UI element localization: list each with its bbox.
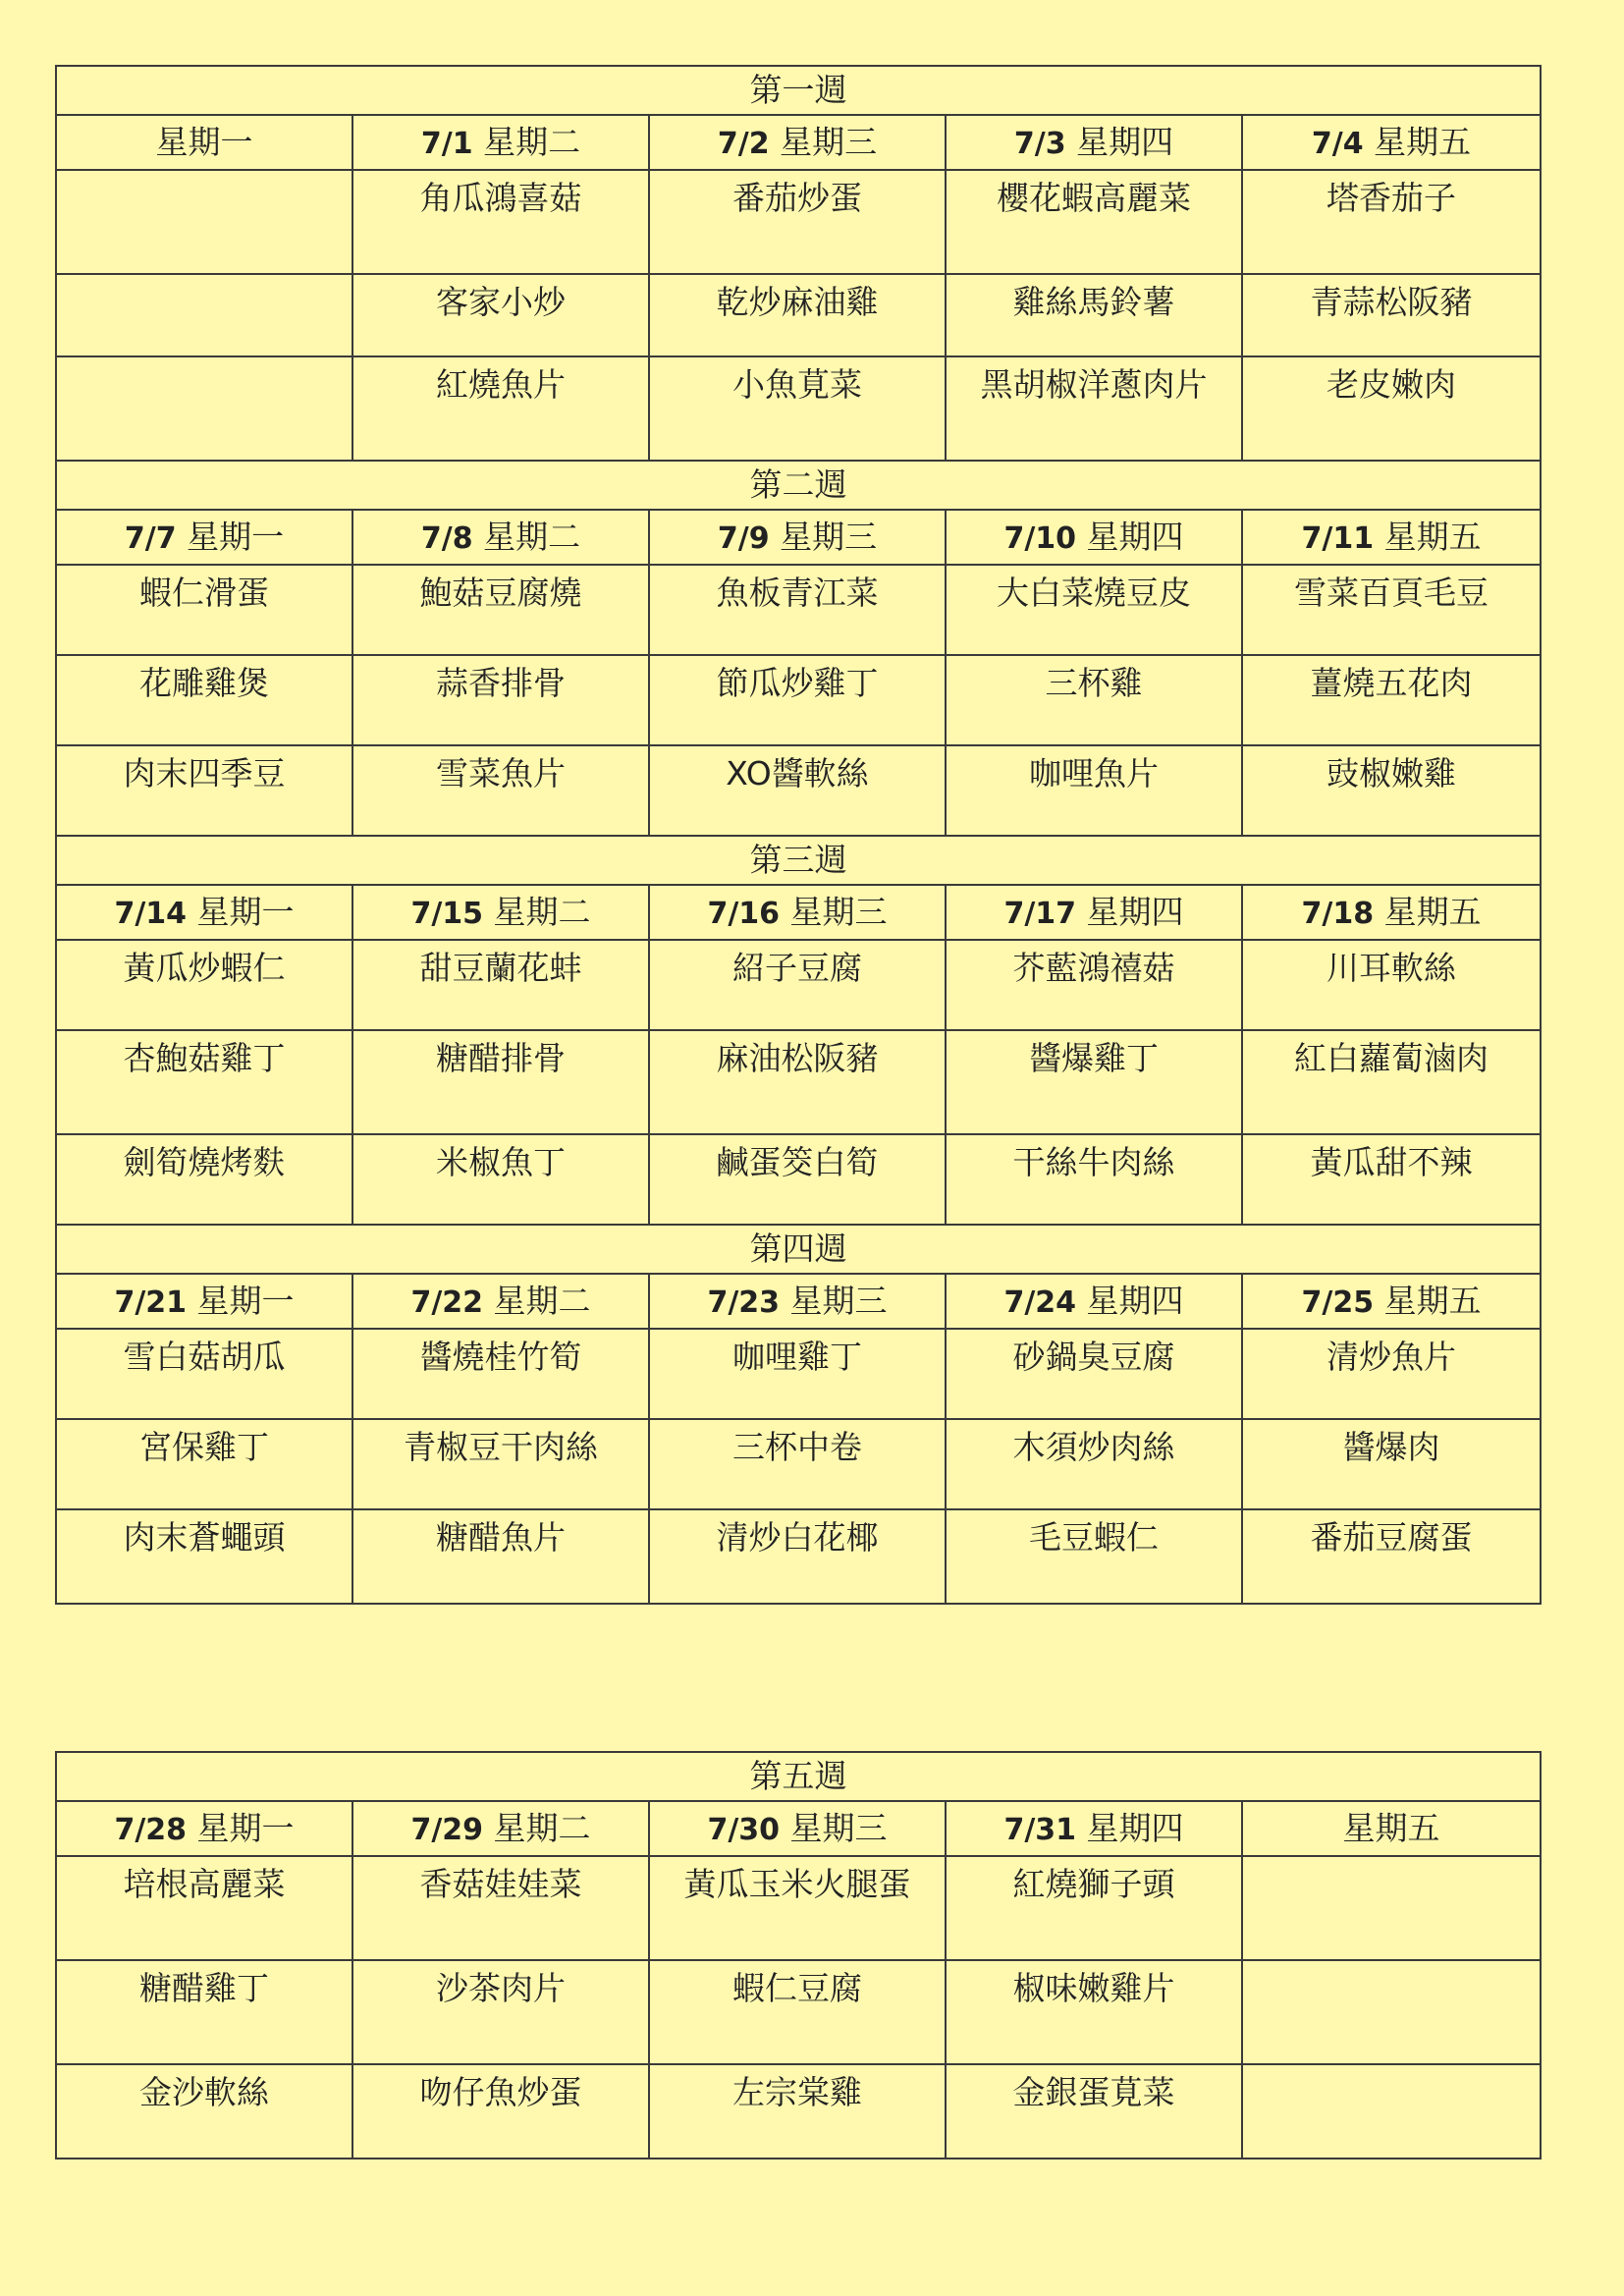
dish-cell: 金沙軟絲	[56, 2064, 352, 2159]
dish-cell: 老皮嫩肉	[1242, 356, 1541, 461]
dish-cell: 雪菜百頁毛豆	[1242, 565, 1541, 655]
weekday: 星期一	[196, 893, 295, 931]
day-header	[352, 1274, 649, 1329]
dish-cell: 雞絲馬鈴薯	[946, 274, 1242, 356]
weekday: 星期一	[196, 1282, 295, 1320]
date: 7/25	[1301, 1285, 1375, 1320]
dish-cell: 紅燒魚片	[352, 356, 649, 461]
weekday: 星期四	[1076, 123, 1174, 161]
day-header	[649, 115, 946, 170]
week-title-row	[56, 66, 1541, 115]
dish-cell: 宮保雞丁	[56, 1419, 352, 1509]
dish-cell: 香菇娃娃菜	[352, 1856, 649, 1960]
date: 7/15	[410, 897, 484, 931]
dish-cell: 砂鍋臭豆腐	[946, 1329, 1242, 1419]
dish-cell: 川耳軟絲	[1242, 940, 1541, 1030]
week-title: 第一週	[56, 66, 1541, 115]
day-header-row	[56, 885, 1541, 940]
day-header	[946, 885, 1242, 940]
dish-cell: 醬爆雞丁	[946, 1030, 1242, 1134]
week-title: 第四週	[56, 1225, 1541, 1274]
date: 7/8	[420, 521, 473, 556]
date: 7/21	[114, 1285, 188, 1320]
weekday: 星期五	[1374, 123, 1472, 161]
dish-cell: 大白菜燒豆皮	[946, 565, 1242, 655]
dish-row	[56, 1030, 1541, 1134]
dish-cell	[56, 170, 352, 274]
dish-cell: 塔香茄子	[1242, 170, 1541, 274]
day-header	[946, 1274, 1242, 1329]
dish-cell	[56, 356, 352, 461]
dish-cell: 肉末蒼蠅頭	[56, 1509, 352, 1604]
dish-cell: 三杯中卷	[649, 1419, 946, 1509]
day-header	[649, 885, 946, 940]
dish-cell: 糖醋魚片	[352, 1509, 649, 1604]
weekday: 星期二	[493, 1282, 591, 1320]
weekday: 星期五	[1383, 1282, 1482, 1320]
dish-cell: XO醬軟絲	[649, 745, 946, 836]
dish-cell: 米椒魚丁	[352, 1134, 649, 1225]
date: 7/2	[717, 127, 770, 161]
dish-cell: 木須炒肉絲	[946, 1419, 1242, 1509]
dish-cell: 毛豆蝦仁	[946, 1509, 1242, 1604]
dish-cell: 劍筍燒烤麩	[56, 1134, 352, 1225]
day-header	[946, 510, 1242, 565]
day-header	[1242, 1274, 1541, 1329]
weekday: 星期二	[483, 518, 581, 556]
weekday: 星期三	[780, 518, 878, 556]
dish-row	[56, 170, 1541, 274]
weekday: 星期四	[1086, 518, 1184, 556]
menu-table-weeks-1-4	[55, 65, 1542, 1605]
date: 7/4	[1311, 127, 1364, 161]
dish-cell: 醬燒桂竹筍	[352, 1329, 649, 1419]
dish-cell: 吻仔魚炒蛋	[352, 2064, 649, 2159]
day-header-row	[56, 115, 1541, 170]
dish-cell	[56, 274, 352, 356]
day-header	[649, 1801, 946, 1856]
date: 7/3	[1013, 127, 1066, 161]
day-header	[352, 115, 649, 170]
dish-cell: 乾炒麻油雞	[649, 274, 946, 356]
dish-row	[56, 1960, 1541, 2064]
dish-cell: 節瓜炒雞丁	[649, 655, 946, 745]
dish-cell: 紅燒獅子頭	[946, 1856, 1242, 1960]
dish-cell: 麻油松阪豬	[649, 1030, 946, 1134]
weekday: 星期五	[1342, 1809, 1440, 1847]
day-header	[56, 1274, 352, 1329]
day-header	[1242, 115, 1541, 170]
menu-table-week-5	[55, 1751, 1542, 2159]
weekday: 星期二	[493, 893, 591, 931]
dish-cell: 金銀蛋莧菜	[946, 2064, 1242, 2159]
date: 7/31	[1003, 1813, 1077, 1847]
dish-cell	[1242, 2064, 1541, 2159]
dish-cell: 蝦仁滑蛋	[56, 565, 352, 655]
date: 7/22	[410, 1285, 484, 1320]
dish-cell: 雪白菇胡瓜	[56, 1329, 352, 1419]
date: 7/11	[1301, 521, 1375, 556]
dish-cell: 杏鮑菇雞丁	[56, 1030, 352, 1134]
dish-cell: 黃瓜炒蝦仁	[56, 940, 352, 1030]
dish-cell: 左宗棠雞	[649, 2064, 946, 2159]
dish-cell: 雪菜魚片	[352, 745, 649, 836]
day-header	[1242, 885, 1541, 940]
date: 7/24	[1003, 1285, 1077, 1320]
dish-cell: 客家小炒	[352, 274, 649, 356]
weekday: 星期五	[1383, 518, 1482, 556]
dish-row	[56, 2064, 1541, 2159]
dish-cell: 櫻花蝦高麗菜	[946, 170, 1242, 274]
dish-cell	[1242, 1960, 1541, 2064]
day-header-row	[56, 1274, 1541, 1329]
dish-cell: 清炒魚片	[1242, 1329, 1541, 1419]
dish-cell: 青蒜松阪豬	[1242, 274, 1541, 356]
dish-cell: 紅白蘿蔔滷肉	[1242, 1030, 1541, 1134]
day-header	[352, 885, 649, 940]
week-title: 第二週	[56, 461, 1541, 510]
day-header	[56, 1801, 352, 1856]
dish-cell: 肉末四季豆	[56, 745, 352, 836]
dish-row	[56, 1329, 1541, 1419]
dish-cell: 青椒豆干肉絲	[352, 1419, 649, 1509]
dish-row	[56, 745, 1541, 836]
dish-cell: 沙茶肉片	[352, 1960, 649, 2064]
weekday: 星期二	[483, 123, 581, 161]
weekday: 星期一	[187, 518, 285, 556]
day-header	[56, 510, 352, 565]
date: 7/10	[1003, 521, 1077, 556]
dish-cell: 豉椒嫩雞	[1242, 745, 1541, 836]
dish-cell: 培根高麗菜	[56, 1856, 352, 1960]
weekday: 星期四	[1086, 893, 1184, 931]
day-header	[352, 1801, 649, 1856]
dish-row	[56, 1856, 1541, 1960]
dish-cell: 椒味嫩雞片	[946, 1960, 1242, 2064]
dish-row	[56, 655, 1541, 745]
week-title-row	[56, 1225, 1541, 1274]
week-title-row	[56, 1752, 1541, 1801]
dish-cell: 蝦仁豆腐	[649, 1960, 946, 2064]
dish-cell: 糖醋排骨	[352, 1030, 649, 1134]
day-header	[946, 1801, 1242, 1856]
dish-cell: 干絲牛肉絲	[946, 1134, 1242, 1225]
dish-cell: 紹子豆腐	[649, 940, 946, 1030]
date: 7/28	[114, 1813, 188, 1847]
dish-cell: 薑燒五花肉	[1242, 655, 1541, 745]
dish-cell: 番茄炒蛋	[649, 170, 946, 274]
dish-cell	[1242, 1856, 1541, 1960]
date: 7/30	[707, 1813, 781, 1847]
weekday: 星期三	[789, 893, 888, 931]
dish-row	[56, 1419, 1541, 1509]
dish-cell: 黑胡椒洋蔥肉片	[946, 356, 1242, 461]
dish-cell: 清炒白花椰	[649, 1509, 946, 1604]
date: 7/18	[1301, 897, 1375, 931]
dish-cell: 蒜香排骨	[352, 655, 649, 745]
dish-cell: 小魚莧菜	[649, 356, 946, 461]
weekday: 星期五	[1383, 893, 1482, 931]
dish-cell: 醬爆肉	[1242, 1419, 1541, 1509]
dish-cell: 咖哩雞丁	[649, 1329, 946, 1419]
weekday: 星期一	[196, 1809, 295, 1847]
date: 7/16	[707, 897, 781, 931]
dish-cell: 花雕雞煲	[56, 655, 352, 745]
day-header	[352, 510, 649, 565]
dish-cell: 黃瓜甜不辣	[1242, 1134, 1541, 1225]
dish-row	[56, 274, 1541, 356]
date: 7/9	[717, 521, 770, 556]
dish-row	[56, 1134, 1541, 1225]
day-header	[56, 885, 352, 940]
weekday: 星期三	[780, 123, 878, 161]
weekday: 星期一	[155, 123, 253, 161]
dish-cell: 鮑菇豆腐燒	[352, 565, 649, 655]
weekday: 星期四	[1086, 1282, 1184, 1320]
weekday: 星期三	[789, 1282, 888, 1320]
dish-cell: 咖哩魚片	[946, 745, 1242, 836]
dish-row	[56, 1509, 1541, 1604]
day-header	[1242, 510, 1541, 565]
week-title-row	[56, 836, 1541, 885]
day-header	[946, 115, 1242, 170]
date: 7/7	[124, 521, 177, 556]
dish-cell: 角瓜鴻喜菇	[352, 170, 649, 274]
dish-row	[56, 940, 1541, 1030]
weekday: 星期二	[493, 1809, 591, 1847]
dish-cell: 糖醋雞丁	[56, 1960, 352, 2064]
dish-cell: 番茄豆腐蛋	[1242, 1509, 1541, 1604]
dish-row	[56, 356, 1541, 461]
dish-cell: 芥藍鴻禧菇	[946, 940, 1242, 1030]
dish-row	[56, 565, 1541, 655]
dish-cell: 鹹蛋筊白筍	[649, 1134, 946, 1225]
day-header	[1242, 1801, 1541, 1856]
week-title-row	[56, 461, 1541, 510]
day-header	[56, 115, 352, 170]
date: 7/17	[1003, 897, 1077, 931]
dish-cell: 魚板青江菜	[649, 565, 946, 655]
weekday: 星期四	[1086, 1809, 1184, 1847]
day-header	[649, 1274, 946, 1329]
weekday: 星期三	[789, 1809, 888, 1847]
dish-cell: 黃瓜玉米火腿蛋	[649, 1856, 946, 1960]
date: 7/23	[707, 1285, 781, 1320]
day-header-row	[56, 510, 1541, 565]
date: 7/1	[420, 127, 473, 161]
dish-cell: 甜豆蘭花蚌	[352, 940, 649, 1030]
date: 7/14	[114, 897, 188, 931]
week-title: 第三週	[56, 836, 1541, 885]
week-title: 第五週	[56, 1752, 1541, 1801]
day-header	[649, 510, 946, 565]
day-header-row	[56, 1801, 1541, 1856]
dish-cell: 三杯雞	[946, 655, 1242, 745]
date: 7/29	[410, 1813, 484, 1847]
